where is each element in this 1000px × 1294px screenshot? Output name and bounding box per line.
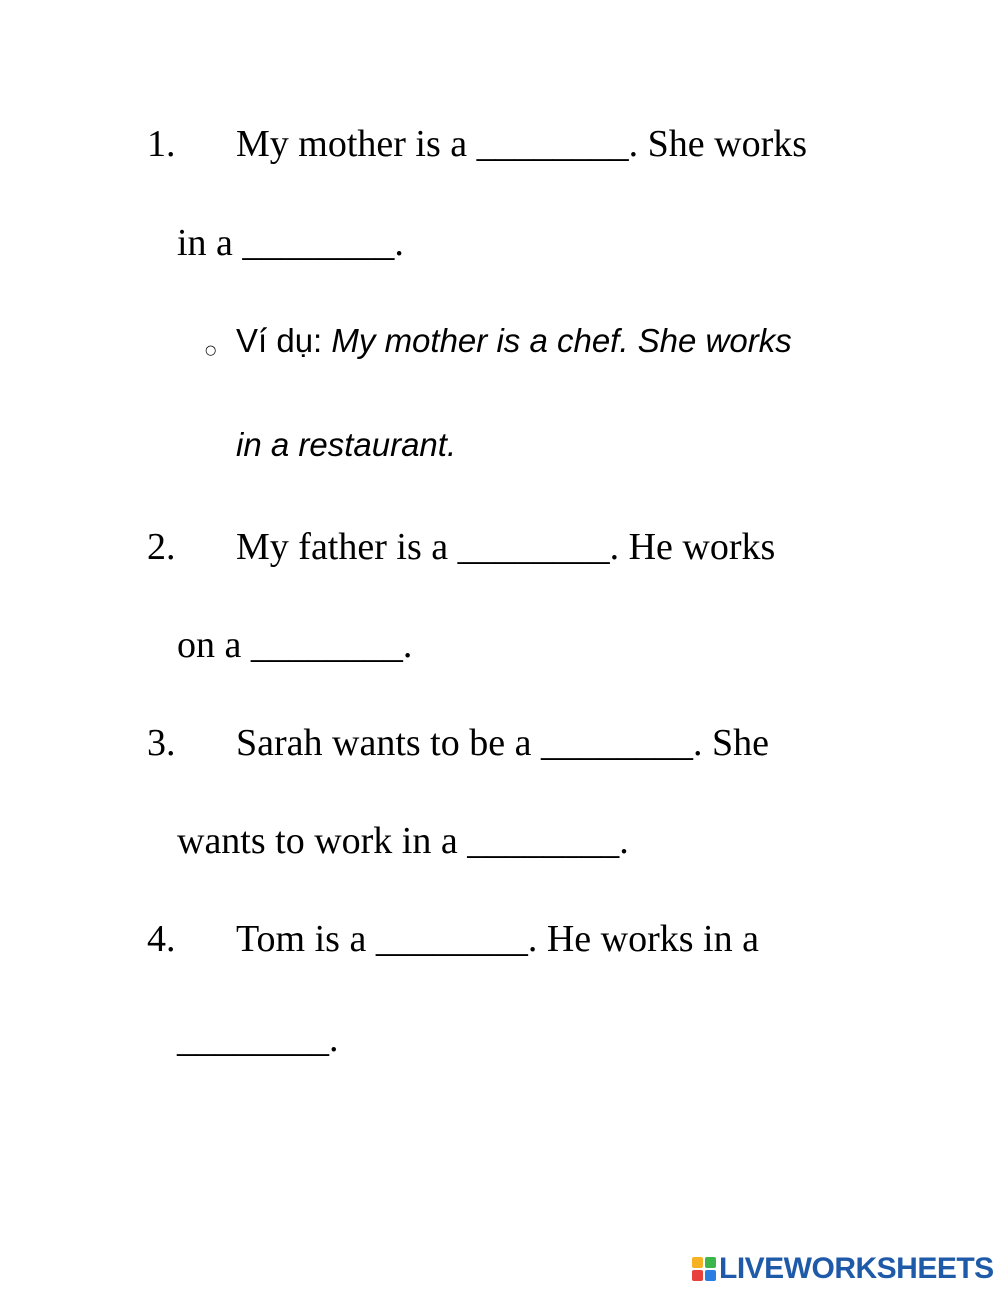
liveworksheets-logo [692,1254,994,1284]
item-line-1: My mother is a ________. She works [236,123,808,165]
item-line-2: in a ________. [177,222,404,264]
item-line-1: Tom is a ________. He works in a [236,918,759,960]
item-number: 3. [147,722,176,764]
item-number: 2. [147,526,176,568]
example-line-1 [236,324,792,357]
logo-square-1 [692,1257,703,1268]
item-number: 4. [147,918,176,960]
item-line-1: Sarah wants to be a ________. She [236,722,769,764]
example-label: Ví dụ: [236,322,323,359]
item-line-2: ________. [177,1018,339,1060]
logo-square-4 [705,1270,716,1281]
logo-square-3 [692,1270,703,1281]
example-sentence-1: My mother is a chef. She works [331,322,792,359]
example-line-2: in a restaurant. [236,426,457,463]
logo-text: LIVEWORKSHEETS [719,1252,994,1285]
logo-square-2 [705,1257,716,1268]
item-line-2: wants to work in a ________. [177,820,629,862]
item-number: 1. [147,123,176,165]
logo-grid-icon [692,1257,716,1281]
circle-bullet-icon: ○ [205,343,217,358]
item-line-1: My father is a ________. He works [236,526,776,568]
item-line-2: on a ________. [177,624,413,666]
